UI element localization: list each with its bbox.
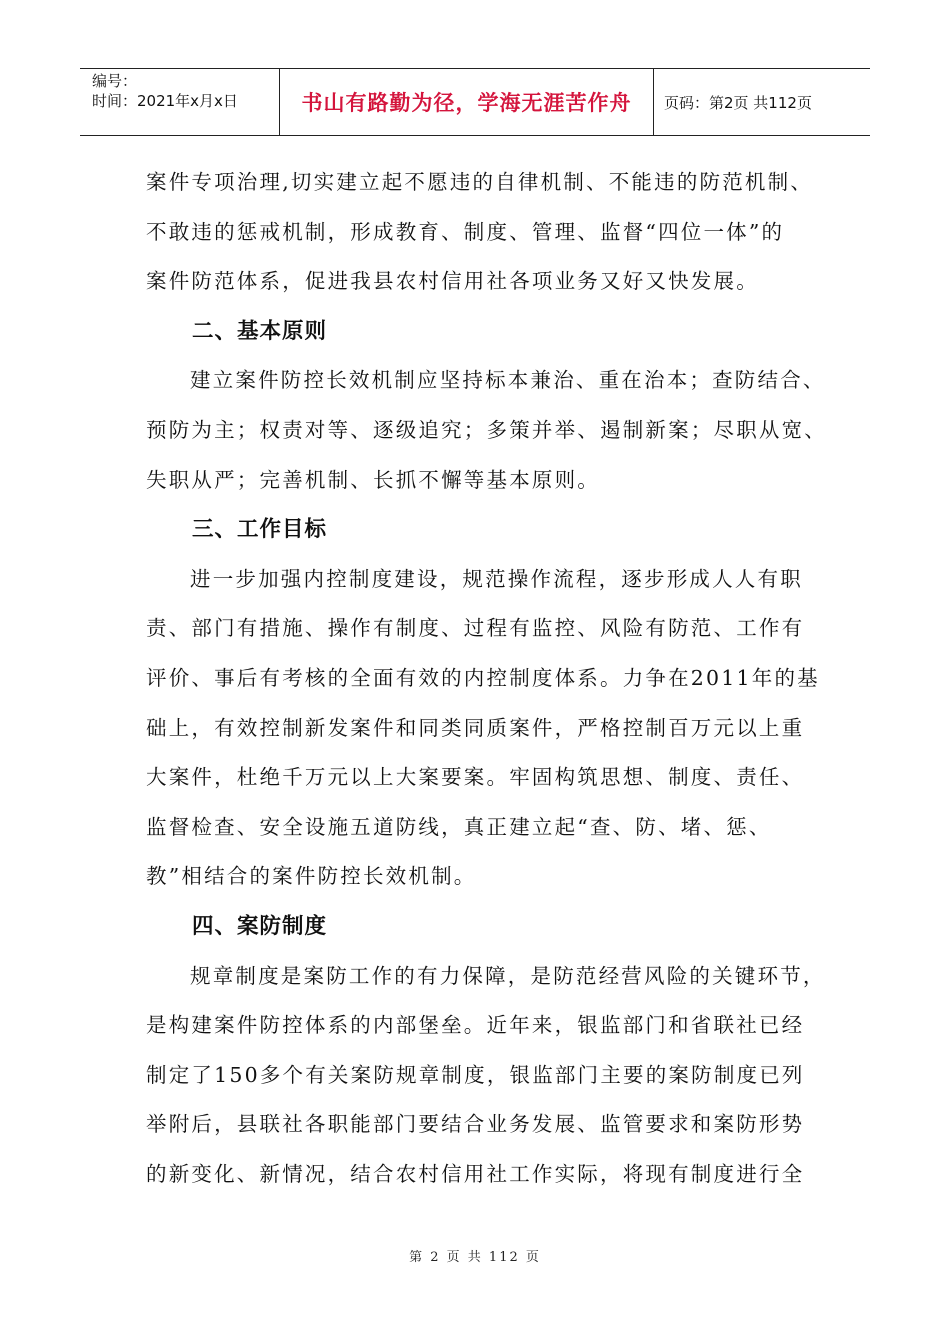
paragraph-line: 失职从严；完善机制、长抓不懈等基本原则。 (146, 467, 600, 492)
section-heading-work-goals: 三、工作目标 (192, 517, 328, 543)
paragraph-line: 是构建案件防控体系的内部堡垒。近年来，银监部门和省联社已经 (146, 1013, 805, 1038)
paragraph-line: 案件专项治理,切实建立起不愿违的自律机制、不能违的防范机制、 (146, 170, 814, 194)
paragraph-line: 举附后，县联社各职能部门要结合业务发展、监管要求和案防形势 (146, 1112, 805, 1137)
document-number-label: 编号： (92, 72, 138, 90)
document-time-label: 时间：2021年x月x日 (92, 92, 238, 110)
document-header (80, 68, 870, 136)
paragraph-line: 教”相结合的案件防控长效机制。 (146, 864, 477, 889)
paragraph-line: 监督检查、安全设施五道防线，真正建立起“查、防、堵、惩、 (146, 814, 772, 839)
paragraph-line: 评价、事后有考核的全面有效的内控制度体系。力争在2011年的基 (146, 665, 820, 690)
footer-page-number: 第 2 页 共 112 页 (409, 1250, 541, 1265)
section-heading-basic-principles: 二、基本原则 (192, 318, 328, 344)
paragraph-line: 的新变化、新情况，结合农村信用社工作实际，将现有制度进行全 (146, 1161, 805, 1186)
paragraph-line: 不敢违的惩戒机制，形成教育、制度、管理、监督“四位一体”的 (146, 219, 785, 244)
header-meta-cell (80, 69, 280, 135)
paragraph-line: 规章制度是案防工作的有力保障，是防范经营风险的关键环节， (190, 963, 826, 988)
paragraph-line: 制定了150多个有关案防规章制度，银监部门主要的案防制度已列 (146, 1062, 805, 1087)
header-page-cell (654, 69, 870, 135)
paragraph-line: 责、部门有措施、操作有制度、过程有监控、风险有防范、工作有 (146, 616, 805, 641)
paragraph-line: 案件防范体系，促进我县农村信用社各项业务又好又快发展。 (146, 269, 759, 294)
page-footer (0, 1246, 950, 1265)
header-motto: 书山有路勤为径，学海无涯苦作舟 (301, 91, 632, 115)
document-body (146, 158, 827, 1199)
paragraph-line: 进一步加强内控制度建设，规范操作流程，逐步形成人人有职 (190, 566, 803, 591)
paragraph-line: 预防为主；权责对等、逐级追究；多策并举、遏制新案；尽职从宽、 (146, 417, 827, 442)
header-motto-cell (280, 69, 654, 135)
section-heading-case-prevention: 四、案防制度 (192, 913, 328, 939)
header-page-info: 页码：第2页 共112页 (664, 93, 812, 112)
paragraph-line: 础上，有效控制新发案件和同类同质案件，严格控制百万元以上重 (146, 715, 805, 740)
paragraph-line: 大案件，杜绝千万元以上大案要案。牢固构筑思想、制度、责任、 (146, 765, 805, 790)
paragraph-line: 建立案件防控长效机制应坚持标本兼治、重在治本；查防结合、 (190, 368, 826, 393)
